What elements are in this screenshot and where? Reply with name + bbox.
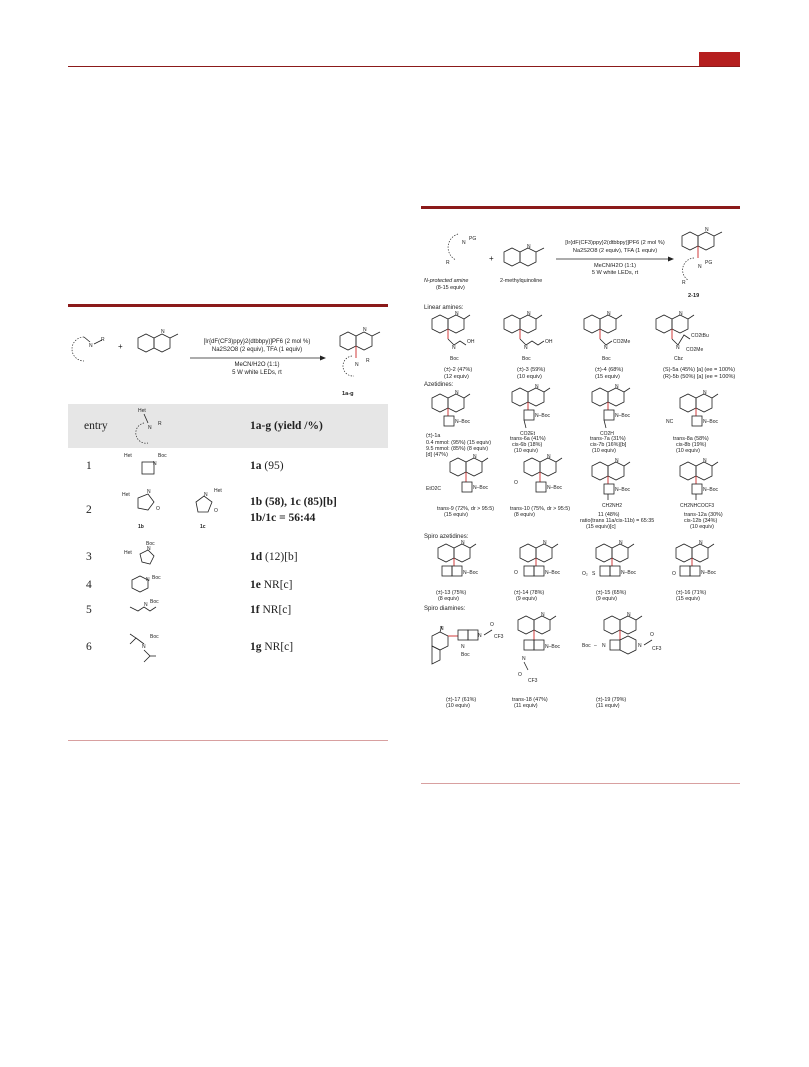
row4-result: 1e NR[c] — [250, 579, 293, 591]
compound-18-structure — [508, 614, 578, 696]
svg-text:CH2NHCOCF3: CH2NHCOCF3 — [680, 503, 715, 509]
svg-text:CO2tBu: CO2tBu — [691, 333, 709, 339]
row3-result: 1d (12)[b] — [250, 551, 298, 563]
section-spiro-diamines: Spiro diamines: — [424, 606, 466, 612]
table-product-label: 1a-g — [342, 391, 354, 397]
svg-text:CF3: CF3 — [494, 634, 504, 640]
scheme-product-label: 2-19 — [688, 293, 700, 299]
table-scheme-oxidant: Na2S2O8 (2 equiv), TFA (1 equiv) — [211, 347, 303, 353]
svg-text:CO2Me: CO2Me — [613, 339, 631, 345]
svg-text:Het: Het — [124, 453, 132, 459]
plus-sign: + — [118, 342, 123, 351]
svg-text:R: R — [682, 280, 686, 286]
svg-text:N–Boc: N–Boc — [463, 570, 479, 576]
compound-9-structure — [426, 456, 506, 502]
compound-4-equiv: (15 equiv) — [595, 374, 620, 380]
svg-text:N: N — [142, 644, 146, 650]
compound-19-label: (±)-19 (79%) — [596, 697, 627, 703]
svg-text:N: N — [535, 384, 539, 390]
svg-text:O₂: O₂ — [582, 571, 588, 577]
table-top-rule — [68, 304, 388, 307]
table-reaction-arrow — [190, 355, 326, 361]
section-linear: Linear amines: — [424, 305, 464, 311]
scheme-amine-structure — [446, 230, 486, 270]
compound-16-structure — [658, 542, 738, 588]
row4-structure — [124, 574, 174, 596]
compound-14-equiv: (9 equiv) — [516, 596, 537, 602]
compound-16-label: (±)-16 (71%) — [676, 590, 707, 596]
table-header-result: 1a-g (yield /%) — [250, 420, 323, 432]
compound-6-structure — [508, 386, 578, 438]
compound-15-structure — [578, 542, 658, 588]
compound-12b-label: cis-12b (34%) — [684, 518, 718, 524]
svg-text:N: N — [147, 489, 151, 495]
compound-4-structure — [580, 313, 640, 363]
svg-text:N: N — [541, 612, 545, 618]
svg-text:CF3: CF3 — [528, 678, 538, 684]
compound-3-equiv: (10 equiv) — [517, 374, 542, 380]
svg-text:N: N — [473, 454, 477, 460]
svg-text:N–Boc: N–Boc — [535, 413, 551, 419]
table-scheme-catalyst: [Ir{dF(CF3)ppy}2(dtbbpy)]PF6 (2 mol %) — [203, 339, 311, 345]
compound-11-label: 11 (48%) — [598, 512, 620, 518]
svg-text:1c: 1c — [200, 524, 206, 530]
svg-text:O: O — [514, 480, 518, 486]
scheme-light: 5 W white LEDs, rt — [591, 270, 639, 276]
svg-text:OH: OH — [467, 339, 475, 345]
compound-1a-line3: 9.5 mmol: (85%) (8 equiv) — [426, 446, 489, 452]
svg-text:N: N — [461, 540, 465, 546]
svg-text:N: N — [527, 244, 531, 250]
svg-text:N: N — [638, 643, 642, 649]
section-azetidines: Azetidines: — [424, 382, 454, 388]
row1-entry: 1 — [86, 460, 92, 472]
compound-12-equiv: (10 equiv) — [690, 524, 714, 530]
svg-text:Het: Het — [138, 408, 146, 414]
scheme-quinoline-structure — [500, 246, 550, 276]
compound-12a-label: trans-12a (30%) — [684, 512, 723, 518]
compound-7b-label: cis-7b (16%)[b] — [590, 442, 627, 448]
svg-text:R: R — [366, 358, 370, 364]
scheme-catalyst: [Ir{dF(CF3)ppy}2(dtbbpy)]PF6 (2 mol %) — [565, 240, 665, 246]
scheme-solvent: MeCN/H2O (1:1) — [594, 263, 636, 269]
scheme-quinoline-name: 2-methylquinoline — [500, 278, 543, 284]
compound-5b-label: (R)-5b (50%) [a] (ee = 100%) — [663, 374, 736, 380]
compound-8b-label: cis-8b (19%) — [676, 442, 707, 448]
svg-text:Boc: Boc — [461, 652, 470, 658]
compound-7a-label: trans-7a (31%) — [590, 436, 626, 442]
svg-text:Het: Het — [124, 550, 132, 556]
svg-text:N: N — [604, 345, 608, 351]
compound-15-equiv: (9 equiv) — [596, 596, 617, 602]
svg-text:N: N — [204, 492, 208, 498]
compound-8-equiv: (10 equiv) — [676, 448, 700, 454]
svg-text:Boc: Boc — [582, 643, 591, 649]
svg-text:N: N — [615, 458, 619, 464]
scheme-plus: + — [489, 254, 494, 263]
compound-1a-line4: [d] (47%) — [426, 452, 448, 458]
svg-text:N: N — [699, 540, 703, 546]
svg-text:R: R — [446, 260, 450, 266]
svg-text:Boc: Boc — [450, 356, 459, 362]
svg-text:S: S — [592, 571, 596, 577]
svg-text:PG: PG — [705, 260, 713, 266]
svg-text:PG: PG — [469, 236, 477, 242]
compound-11-equiv: (15 equiv)[c] — [586, 524, 616, 530]
compound-11-structure — [588, 460, 658, 510]
svg-text:N: N — [703, 390, 707, 396]
table-scheme-light: 5 W white LEDs, rt — [232, 370, 282, 376]
scheme-amine-equiv: (8-15 equiv) — [436, 285, 465, 291]
row5-entry: 5 — [86, 604, 92, 616]
compound-18-label: trans-18 (47%) — [512, 697, 548, 703]
svg-text:N–Boc: N–Boc — [703, 487, 719, 493]
svg-text:Boc: Boc — [150, 634, 159, 640]
row2-structure-1c — [188, 488, 238, 530]
compound-18-equiv: (11 equiv) — [514, 703, 538, 709]
table-header-entry: entry — [84, 420, 108, 432]
svg-text:O: O — [672, 571, 676, 577]
scheme-oxidant: Na2S2O8 (2 equiv), TFA (1 equiv) — [572, 248, 658, 254]
table-scheme-solvent: MeCN/H2O (1:1) — [234, 362, 280, 368]
row4-entry: 4 — [86, 579, 92, 591]
svg-text:Boc: Boc — [150, 599, 159, 605]
compound-1a-structure — [428, 392, 498, 432]
svg-text:N: N — [522, 656, 526, 662]
compound-14-label: (±)-14 (78%) — [514, 590, 545, 596]
row5-structure — [124, 597, 174, 623]
svg-text:N: N — [527, 311, 531, 317]
scheme-amine-name: N-protected amine — [424, 278, 469, 284]
compound-17-label: (±)-17 (61%) — [446, 697, 477, 703]
compound-15-label: (±)-15 (65%) — [596, 590, 627, 596]
row6-structure — [124, 628, 174, 664]
scheme-arrow — [556, 256, 674, 262]
compound-1a-label: (±)-1a — [426, 433, 441, 439]
svg-text:N: N — [146, 577, 150, 583]
svg-text:N: N — [547, 454, 551, 460]
svg-text:N: N — [627, 612, 631, 618]
svg-text:N: N — [440, 626, 444, 632]
svg-text:N–Boc: N–Boc — [455, 419, 471, 425]
svg-text:Boc: Boc — [158, 453, 167, 459]
compound-4-label: (±)-4 (68%) — [595, 367, 624, 373]
compound-12-structure — [666, 460, 746, 510]
svg-text:Boc: Boc — [146, 541, 155, 547]
svg-text:N: N — [615, 384, 619, 390]
compound-5a-label: (S)-5a (45%) [a] (ee = 100%) — [663, 367, 735, 373]
compound-3-structure — [500, 313, 560, 363]
compound-1a-line2: 0.4 mmol: (95%) (15 equiv) — [426, 440, 492, 446]
svg-text:N: N — [602, 643, 606, 649]
svg-text:CH2NH2: CH2NH2 — [602, 503, 623, 509]
compound-9-equiv: (15 equiv) — [444, 512, 468, 518]
svg-text:N: N — [705, 227, 709, 233]
svg-text:N: N — [524, 345, 528, 351]
table-amine-structure — [72, 335, 112, 365]
svg-text:Het: Het — [122, 492, 130, 498]
table-amine-r: R — [101, 337, 105, 343]
compound-10-structure — [510, 456, 580, 502]
table-product-structure — [336, 326, 386, 388]
row3-structure — [124, 540, 174, 570]
row1-result: 1a (95) — [250, 460, 284, 472]
svg-text:NC: NC — [666, 419, 674, 425]
table-bottom-rule — [68, 740, 388, 741]
scheme-top-rule — [421, 206, 740, 209]
row2-result-yield: 1b (58), 1c (85)[b] — [250, 496, 337, 508]
compound-2-equiv: (12 equiv) — [444, 374, 469, 380]
svg-text:R: R — [158, 421, 162, 427]
svg-text:Boc: Boc — [152, 575, 161, 581]
svg-text:N: N — [363, 327, 367, 333]
compound-14-structure — [502, 542, 582, 588]
svg-text:O: O — [650, 632, 654, 638]
svg-text:CO2Me: CO2Me — [686, 347, 704, 353]
svg-text:N: N — [543, 540, 547, 546]
row2-structure-1b — [122, 488, 172, 530]
svg-text:N: N — [161, 329, 165, 335]
svg-text:OH: OH — [545, 339, 553, 345]
svg-text:N–Boc: N–Boc — [615, 487, 631, 493]
row2-result-ratio: 1b/1c = 56:44 — [250, 512, 316, 524]
svg-text:N: N — [619, 540, 623, 546]
svg-text:N: N — [478, 633, 482, 639]
compound-7-structure — [588, 386, 658, 438]
svg-text:N–Boc: N–Boc — [545, 570, 561, 576]
svg-text:O: O — [156, 506, 160, 512]
svg-text:–: – — [594, 643, 597, 649]
compound-17-equiv: (10 equiv) — [446, 703, 470, 709]
svg-text:O: O — [514, 570, 518, 576]
row3-entry: 3 — [86, 551, 92, 563]
compound-6-equiv: (10 equiv) — [514, 448, 538, 454]
svg-text:O: O — [214, 508, 218, 514]
compound-19-structure — [582, 614, 702, 686]
compound-8-structure — [666, 392, 736, 432]
scheme-product-structure — [678, 226, 738, 290]
compound-17-structure — [428, 616, 518, 678]
compound-6b-label: cis-6b (18%) — [512, 442, 543, 448]
svg-text:Het: Het — [214, 488, 222, 494]
row5-result: 1f NR[c] — [250, 604, 292, 616]
svg-text:N: N — [144, 602, 148, 608]
svg-text:N–Boc: N–Boc — [621, 570, 637, 576]
svg-text:N: N — [462, 240, 466, 246]
svg-text:N: N — [703, 458, 707, 464]
svg-text:N: N — [461, 644, 465, 650]
svg-text:N–Boc: N–Boc — [701, 570, 717, 576]
compound-2-structure — [428, 313, 488, 363]
svg-text:Boc: Boc — [522, 356, 531, 362]
table-amine-n: N — [89, 343, 93, 349]
svg-text:Boc: Boc — [602, 356, 611, 362]
row1-structure — [124, 452, 184, 480]
svg-text:N: N — [455, 390, 459, 396]
compound-11-ratio: ratio(trans 11a/cis-11b) = 65:35 — [580, 518, 655, 524]
svg-text:N: N — [607, 311, 611, 317]
svg-text:CO2H: CO2H — [600, 431, 614, 437]
compound-3-label: (±)-3 (59%) — [517, 367, 546, 373]
header-tab — [699, 52, 740, 66]
compound-8a-label: trans-8a (58%) — [673, 436, 709, 442]
svg-text:O: O — [518, 672, 522, 678]
svg-text:N–Boc: N–Boc — [547, 485, 563, 491]
svg-text:CO2Et: CO2Et — [520, 431, 536, 437]
svg-text:N: N — [676, 345, 680, 351]
svg-text:N: N — [698, 264, 702, 270]
compound-10-label: trans-10 (75%, dr > 95:5) — [510, 506, 571, 512]
svg-text:N–Boc: N–Boc — [545, 644, 561, 650]
compound-2-label: (±)-2 (47%) — [444, 367, 473, 373]
compound-13-equiv: (8 equiv) — [438, 596, 459, 602]
row6-result: 1g NR[c] — [250, 641, 294, 653]
compound-10-equiv: (8 equiv) — [514, 512, 535, 518]
svg-text:Cbz: Cbz — [674, 356, 683, 362]
header-rule — [68, 66, 740, 67]
compound-16-equiv: (15 equiv) — [676, 596, 700, 602]
svg-text:N–Boc: N–Boc — [703, 419, 719, 425]
svg-text:N: N — [147, 546, 151, 552]
svg-text:EtO2C: EtO2C — [426, 486, 442, 492]
compound-7-equiv: (10 equiv) — [592, 448, 616, 454]
scheme-bottom-rule — [421, 783, 740, 784]
table-quinoline-structure — [132, 330, 182, 364]
svg-text:CF3: CF3 — [652, 646, 662, 652]
compound-13-structure — [428, 542, 498, 588]
svg-text:N: N — [455, 311, 459, 317]
svg-text:N–Boc: N–Boc — [615, 413, 631, 419]
svg-text:1b: 1b — [138, 524, 144, 530]
svg-text:N–Boc: N–Boc — [473, 485, 489, 491]
compound-5-structure — [652, 313, 732, 363]
svg-text:N: N — [148, 425, 152, 431]
table-header-band — [68, 404, 388, 448]
compound-6a-label: trans-6a (41%) — [510, 436, 546, 442]
section-spiro-azetidines: Spiro azetidines: — [424, 534, 469, 540]
row2-entry: 2 — [86, 504, 92, 516]
svg-text:N: N — [679, 311, 683, 317]
svg-text:N: N — [452, 345, 456, 351]
table-header-het-structure — [128, 407, 172, 445]
compound-19-equiv: (11 equiv) — [596, 703, 620, 709]
svg-text:N: N — [355, 362, 359, 368]
row6-entry: 6 — [86, 641, 92, 653]
svg-text:O: O — [490, 622, 494, 628]
svg-text:N: N — [153, 461, 157, 467]
compound-13-label: (±)-13 (75%) — [436, 590, 467, 596]
compound-9-label: trans-9 (72%, dr > 95:5) — [437, 506, 495, 512]
